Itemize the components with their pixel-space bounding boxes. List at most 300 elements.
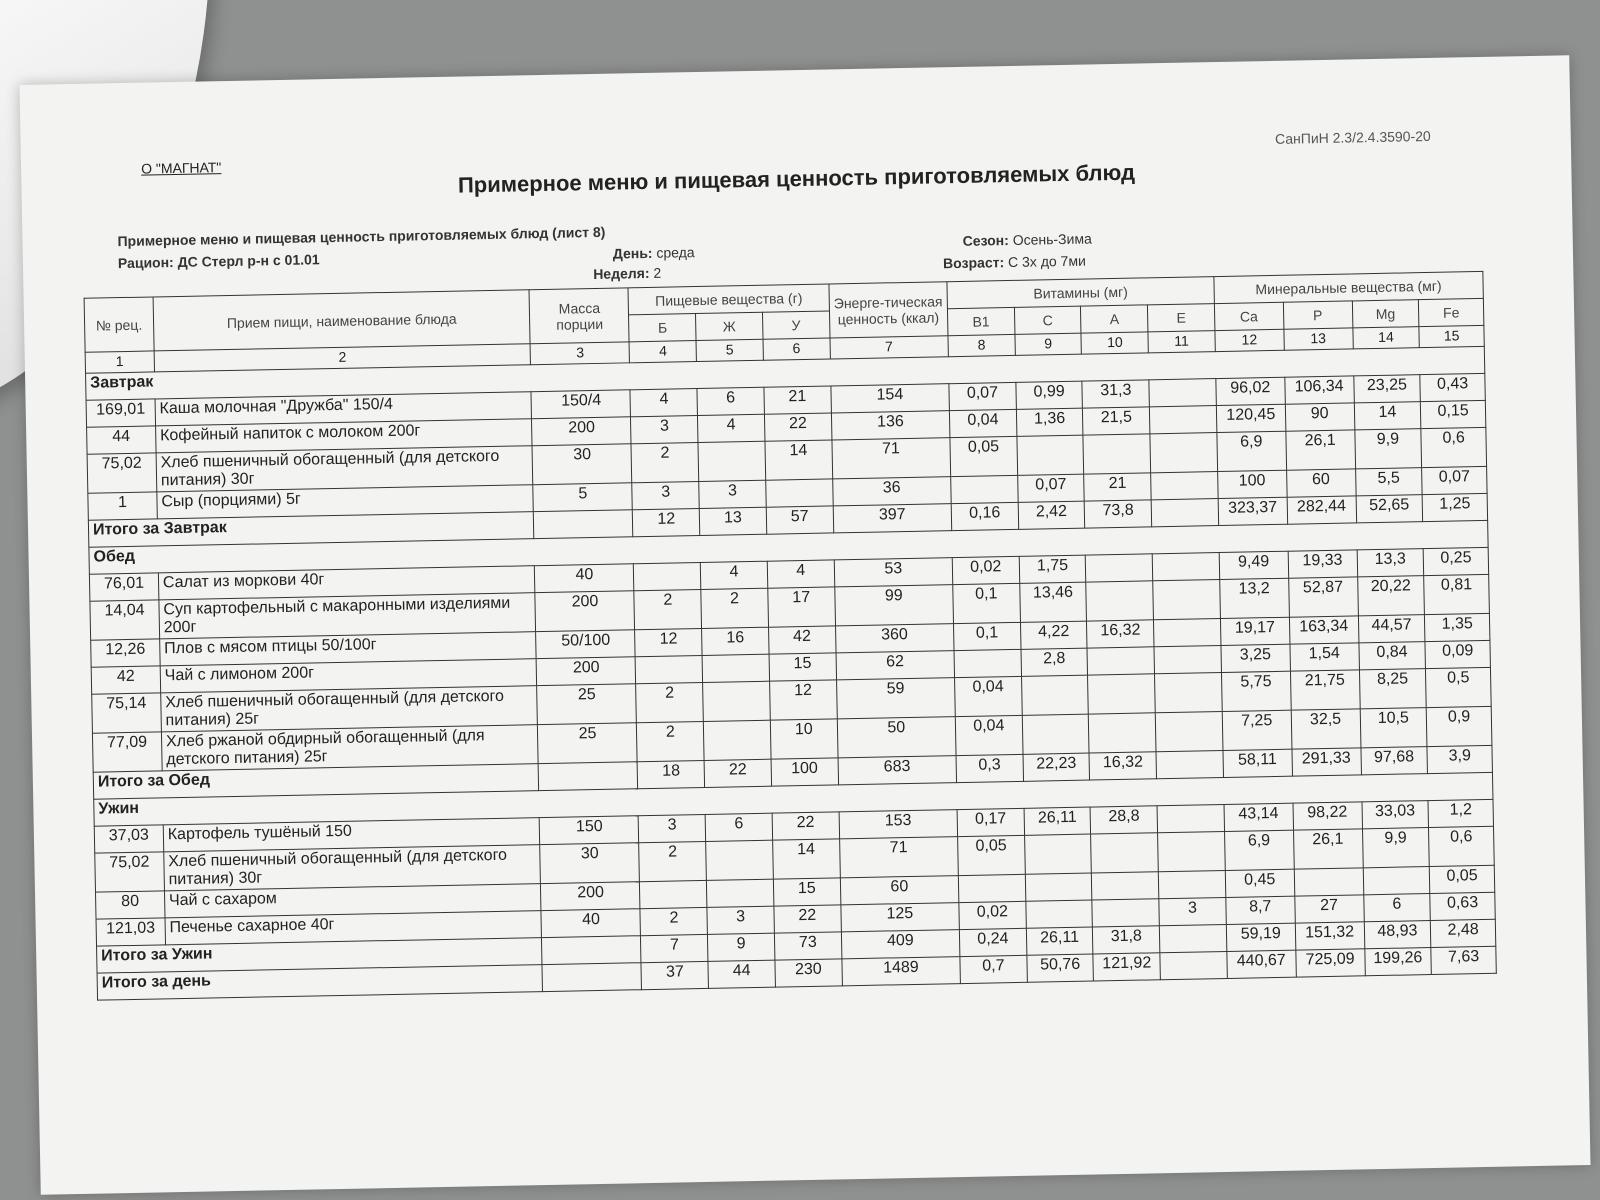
value-cell: 13,46 bbox=[1019, 582, 1086, 622]
value-cell: 1,54 bbox=[1290, 643, 1359, 671]
column-index-cell: 6 bbox=[763, 338, 830, 360]
week-value: 2 bbox=[653, 264, 662, 281]
value-cell bbox=[1025, 873, 1092, 901]
column-index-cell: 14 bbox=[1352, 327, 1419, 349]
value-cell bbox=[1088, 674, 1155, 714]
value-cell bbox=[706, 840, 773, 880]
recipe-number: 42 bbox=[91, 666, 160, 694]
value-cell: 136 bbox=[831, 411, 950, 440]
col-header-name: Прием пищи, наименование блюда bbox=[153, 290, 531, 351]
recipe-number: 14,04 bbox=[90, 600, 160, 640]
column-index-cell: 12 bbox=[1215, 329, 1284, 351]
dish-name: Суп картофельный с макаронными изделиями 200г bbox=[159, 593, 536, 639]
value-cell: 71 bbox=[839, 837, 958, 878]
value-cell: 21 bbox=[1084, 473, 1151, 501]
value-cell bbox=[1294, 868, 1363, 896]
value-cell: 106,34 bbox=[1285, 376, 1354, 404]
column-index-cell: 2 bbox=[154, 344, 531, 372]
total-cell: 151,32 bbox=[1295, 922, 1364, 950]
value-cell: 4 bbox=[767, 560, 834, 588]
menu-table-body bbox=[85, 325, 1496, 1000]
total-cell: 7 bbox=[641, 934, 708, 962]
value-cell: 125 bbox=[841, 903, 960, 932]
total-cell: 199,26 bbox=[1364, 948, 1431, 976]
recipe-number: 76,01 bbox=[89, 573, 158, 601]
total-cell: 58,11 bbox=[1223, 749, 1292, 777]
value-cell bbox=[1092, 872, 1159, 900]
value-cell: 2,8 bbox=[1021, 648, 1088, 676]
value-cell: 15 bbox=[773, 878, 840, 906]
value-cell: 0,9 bbox=[1426, 706, 1491, 746]
column-index-cell: 9 bbox=[1015, 333, 1082, 355]
value-cell bbox=[1083, 434, 1150, 474]
value-cell: 2 bbox=[640, 907, 707, 935]
col-header-zh: Ж bbox=[696, 312, 763, 340]
value-cell: 2 bbox=[636, 682, 703, 722]
column-index-cell: 11 bbox=[1148, 331, 1215, 353]
total-cell: 59,19 bbox=[1226, 923, 1295, 951]
value-cell: 14 bbox=[765, 440, 832, 480]
dish-name: Салат из моркови 40г bbox=[158, 566, 535, 600]
total-cell: 230 bbox=[775, 959, 842, 987]
value-cell: 120,45 bbox=[1216, 404, 1285, 432]
value-cell bbox=[707, 879, 774, 907]
value-cell: 4,22 bbox=[1020, 621, 1087, 649]
value-cell: 2 bbox=[634, 589, 701, 629]
column-index-cell: 7 bbox=[830, 336, 949, 359]
value-cell: 19,17 bbox=[1220, 617, 1289, 645]
total-cell bbox=[539, 762, 639, 791]
value-cell: 0,84 bbox=[1358, 642, 1425, 670]
value-cell bbox=[1153, 580, 1220, 620]
value-cell: 30 bbox=[532, 444, 632, 485]
value-cell: 0,04 bbox=[949, 409, 1016, 437]
total-cell: 1489 bbox=[842, 957, 961, 986]
value-cell: 60 bbox=[840, 876, 959, 905]
value-cell: 0,15 bbox=[1421, 400, 1486, 428]
recipe-number: 1 bbox=[88, 492, 157, 520]
value-cell: 10 bbox=[770, 719, 837, 759]
organization-name: О "МАГНАТ" bbox=[140, 159, 222, 177]
recipe-number: 75,02 bbox=[95, 852, 165, 892]
total-label: Итого за Обед bbox=[93, 764, 539, 800]
value-cell: 0,09 bbox=[1425, 640, 1490, 668]
column-index-cell: 3 bbox=[531, 342, 630, 365]
total-label: Итого за Завтрак bbox=[88, 512, 534, 548]
value-cell: 53 bbox=[834, 558, 953, 587]
value-cell bbox=[1151, 472, 1218, 500]
value-cell: 3 bbox=[631, 416, 698, 444]
value-cell bbox=[954, 649, 1021, 677]
value-cell: 0,05 bbox=[950, 436, 1017, 476]
value-cell: 163,34 bbox=[1289, 616, 1358, 644]
value-cell bbox=[1158, 831, 1225, 871]
col-header-b: Б bbox=[629, 314, 696, 342]
value-cell bbox=[1022, 714, 1089, 754]
total-cell: 73,8 bbox=[1085, 500, 1152, 528]
value-cell: 200 bbox=[532, 417, 632, 446]
value-cell: 100 bbox=[1217, 470, 1286, 498]
recipe-number: 77,09 bbox=[92, 732, 162, 772]
value-cell: 30 bbox=[540, 843, 640, 884]
value-cell bbox=[640, 880, 707, 908]
value-cell: 0,99 bbox=[1016, 381, 1083, 409]
value-cell bbox=[1154, 619, 1221, 647]
value-cell: 19,33 bbox=[1288, 550, 1357, 578]
day-value: среда bbox=[656, 244, 695, 261]
col-header-fe: Fe bbox=[1419, 298, 1484, 326]
dish-name: Хлеб пшеничный обогащенный (для детского питания) 30г bbox=[164, 845, 541, 891]
value-cell: 6 bbox=[705, 813, 772, 841]
value-cell: 44,57 bbox=[1358, 615, 1425, 643]
week-line bbox=[593, 265, 661, 282]
col-header-ca: Ca bbox=[1214, 302, 1283, 330]
value-cell: 200 bbox=[541, 882, 641, 911]
value-cell: 0,07 bbox=[949, 382, 1016, 410]
season-label: Сезон: bbox=[962, 232, 1009, 249]
col-header-mg: Mg bbox=[1352, 300, 1419, 328]
value-cell: 17 bbox=[768, 587, 835, 627]
menu-table bbox=[84, 271, 1497, 1001]
value-cell: 8,7 bbox=[1226, 896, 1295, 924]
value-cell: 1,36 bbox=[1016, 408, 1083, 436]
recipe-number: 75,02 bbox=[87, 453, 157, 493]
value-cell bbox=[1089, 713, 1156, 753]
value-cell: 3,25 bbox=[1221, 644, 1290, 672]
value-cell: 1,35 bbox=[1425, 613, 1490, 641]
value-cell: 360 bbox=[835, 624, 954, 653]
col-header-b1: В1 bbox=[947, 307, 1014, 335]
col-header-a: А bbox=[1081, 305, 1148, 333]
value-cell: 0,07 bbox=[1422, 466, 1487, 494]
value-cell: 12 bbox=[635, 628, 702, 656]
total-cell: 440,67 bbox=[1227, 950, 1296, 978]
value-cell: 3 bbox=[1159, 897, 1226, 925]
value-cell bbox=[703, 681, 770, 721]
total-cell: 1,25 bbox=[1422, 493, 1487, 521]
ration-line bbox=[118, 251, 320, 271]
total-cell: 0,24 bbox=[959, 928, 1026, 956]
value-cell: 31,3 bbox=[1082, 380, 1149, 408]
total-cell: 44 bbox=[708, 960, 775, 988]
value-cell: 9,9 bbox=[1354, 429, 1421, 469]
dish-name: Чай с сахаром bbox=[164, 884, 541, 918]
value-cell bbox=[1149, 406, 1216, 434]
value-cell: 4 bbox=[700, 561, 767, 589]
value-cell: 26,1 bbox=[1286, 430, 1356, 470]
value-cell: 96,02 bbox=[1216, 377, 1285, 405]
section-title: Обед bbox=[89, 520, 1488, 574]
value-cell: 40 bbox=[541, 909, 641, 938]
value-cell: 5 bbox=[533, 483, 633, 512]
value-cell bbox=[1091, 833, 1158, 873]
value-cell: 25 bbox=[538, 723, 638, 764]
value-cell: 99 bbox=[834, 585, 953, 626]
value-cell: 2 bbox=[701, 588, 768, 628]
value-cell bbox=[1087, 647, 1154, 675]
section-title: Завтрак bbox=[86, 346, 1485, 400]
column-index-cell: 1 bbox=[85, 351, 154, 373]
value-cell: 33,03 bbox=[1362, 801, 1429, 829]
value-cell: 42 bbox=[768, 626, 835, 654]
recipe-number: 121,03 bbox=[96, 918, 165, 946]
value-cell bbox=[1152, 553, 1219, 581]
value-cell: 2 bbox=[639, 841, 706, 881]
value-cell bbox=[766, 479, 833, 507]
value-cell: 200 bbox=[537, 657, 637, 686]
value-cell: 0,04 bbox=[955, 715, 1022, 755]
total-cell: 50,76 bbox=[1027, 954, 1094, 982]
document-page bbox=[19, 55, 1590, 1195]
value-cell: 25 bbox=[537, 684, 637, 725]
value-cell: 0,63 bbox=[1430, 892, 1495, 920]
value-cell bbox=[1026, 900, 1093, 928]
value-cell: 21,5 bbox=[1083, 407, 1150, 435]
value-cell: 153 bbox=[839, 810, 958, 839]
value-cell: 3 bbox=[707, 906, 774, 934]
value-cell: 6 bbox=[697, 387, 764, 415]
total-cell: 2,42 bbox=[1018, 501, 1085, 529]
value-cell: 22 bbox=[774, 905, 841, 933]
total-cell: 7,63 bbox=[1431, 946, 1496, 974]
value-cell: 98,22 bbox=[1293, 802, 1362, 830]
value-cell: 50/100 bbox=[536, 630, 636, 659]
value-cell: 5,5 bbox=[1355, 468, 1422, 496]
value-cell: 3 bbox=[699, 480, 766, 508]
col-header-vitamins: Витамины (мг) bbox=[947, 277, 1214, 309]
total-cell: 725,09 bbox=[1296, 949, 1365, 977]
value-cell: 71 bbox=[832, 438, 951, 479]
value-cell: 0,81 bbox=[1424, 574, 1489, 614]
total-cell: 18 bbox=[638, 760, 705, 788]
value-cell: 15 bbox=[769, 653, 836, 681]
value-cell bbox=[1158, 870, 1225, 898]
total-cell bbox=[542, 963, 642, 992]
value-cell: 27 bbox=[1294, 895, 1363, 923]
total-cell: 26,11 bbox=[1026, 927, 1093, 955]
total-cell: 73 bbox=[774, 932, 841, 960]
total-cell: 16,32 bbox=[1089, 752, 1156, 780]
value-cell: 23,25 bbox=[1353, 375, 1420, 403]
total-cell: 397 bbox=[833, 504, 952, 533]
value-cell: 36 bbox=[832, 477, 951, 506]
sanpin-reference: СанПиН 2.3/2.4.3590-20 bbox=[1274, 127, 1431, 147]
value-cell bbox=[698, 441, 765, 481]
column-index-cell: 10 bbox=[1081, 332, 1148, 354]
total-cell: 13 bbox=[699, 507, 766, 535]
total-cell: 52,65 bbox=[1356, 495, 1423, 523]
season-line bbox=[963, 230, 1092, 248]
col-header-minerals: Минеральные вещества (мг) bbox=[1214, 271, 1484, 303]
recipe-number: 12,26 bbox=[91, 639, 160, 667]
value-cell: 12 bbox=[769, 680, 836, 720]
total-cell: 409 bbox=[841, 930, 960, 959]
total-cell bbox=[1151, 499, 1218, 527]
recipe-number: 44 bbox=[87, 426, 156, 454]
value-cell: 62 bbox=[836, 651, 955, 680]
total-cell: 2,48 bbox=[1431, 919, 1496, 947]
ration-value: ДС Стерл р-н с 01.01 bbox=[177, 251, 320, 270]
value-cell: 4 bbox=[630, 389, 697, 417]
age-line bbox=[943, 253, 1086, 272]
value-cell: 0,04 bbox=[955, 676, 1022, 716]
col-header-nutrients: Пищевые вещества (г) bbox=[628, 284, 829, 315]
value-cell: 2 bbox=[637, 721, 704, 761]
value-cell: 60 bbox=[1286, 469, 1355, 497]
value-cell bbox=[951, 475, 1018, 503]
value-cell: 3 bbox=[639, 814, 706, 842]
value-cell: 0,05 bbox=[1430, 865, 1495, 893]
total-cell: 22,23 bbox=[1023, 753, 1090, 781]
value-cell bbox=[1086, 581, 1153, 621]
value-cell: 6,9 bbox=[1224, 830, 1294, 870]
value-cell bbox=[1150, 433, 1217, 473]
column-index-cell: 8 bbox=[948, 334, 1015, 356]
column-index-cell: 13 bbox=[1284, 328, 1353, 350]
value-cell: 40 bbox=[535, 564, 635, 593]
value-cell: 5,75 bbox=[1221, 671, 1291, 711]
value-cell: 13,2 bbox=[1220, 578, 1290, 618]
total-cell: 37 bbox=[641, 961, 708, 989]
value-cell: 9,49 bbox=[1219, 551, 1288, 579]
value-cell: 0,05 bbox=[958, 835, 1025, 875]
value-cell: 6,9 bbox=[1217, 431, 1287, 471]
value-cell: 16,32 bbox=[1087, 620, 1154, 648]
value-cell bbox=[1024, 834, 1091, 874]
dish-name: Хлеб пшеничный обогащенный (для детского питания) 25г bbox=[161, 686, 538, 732]
total-cell: 291,33 bbox=[1292, 748, 1361, 776]
value-cell: 4 bbox=[698, 414, 765, 442]
value-cell: 0,6 bbox=[1421, 427, 1486, 467]
value-cell: 154 bbox=[831, 384, 950, 413]
ration-label: Рацион: bbox=[117, 254, 174, 272]
value-cell bbox=[1092, 899, 1159, 927]
value-cell bbox=[1086, 554, 1153, 582]
total-cell: 97,68 bbox=[1361, 747, 1428, 775]
value-cell: 26,1 bbox=[1293, 829, 1363, 869]
value-cell: 22 bbox=[764, 413, 831, 441]
value-cell: 20,22 bbox=[1357, 576, 1424, 616]
value-cell: 0,02 bbox=[952, 556, 1019, 584]
value-cell: 90 bbox=[1285, 403, 1354, 431]
value-cell: 8,25 bbox=[1359, 669, 1426, 709]
total-cell: 683 bbox=[838, 756, 957, 785]
total-cell: 282,44 bbox=[1287, 496, 1356, 524]
value-cell: 21 bbox=[764, 386, 831, 414]
column-index-cell: 4 bbox=[630, 341, 697, 363]
total-cell: 323,37 bbox=[1218, 497, 1287, 525]
total-cell: 12 bbox=[633, 509, 700, 537]
value-cell: 0,07 bbox=[1017, 474, 1084, 502]
sheet-caption: Примерное меню и пищевая ценность приготовляемых блюд (лист 8) bbox=[117, 223, 606, 250]
col-header-rec: № рец. bbox=[84, 297, 154, 352]
total-cell: 31,8 bbox=[1093, 926, 1160, 954]
age-label: Возраст: bbox=[942, 254, 1005, 272]
value-cell bbox=[1155, 673, 1222, 713]
total-cell: 0,3 bbox=[956, 754, 1023, 782]
col-header-p: P bbox=[1283, 301, 1352, 329]
dish-name: Чай с лимоном 200г bbox=[160, 659, 537, 693]
age-value: С 3х до 7ми bbox=[1007, 252, 1086, 271]
total-cell bbox=[542, 936, 642, 965]
value-cell: 3 bbox=[632, 482, 699, 510]
section-title: Ужин bbox=[94, 772, 1493, 826]
value-cell bbox=[1021, 675, 1088, 715]
total-cell bbox=[534, 510, 634, 539]
total-cell bbox=[1160, 951, 1227, 979]
value-cell: 0,6 bbox=[1429, 826, 1494, 866]
value-cell: 59 bbox=[836, 678, 955, 719]
recipe-number: 37,03 bbox=[94, 825, 163, 853]
dish-name: Каша молочная "Дружба" 150/4 bbox=[155, 392, 532, 426]
recipe-number: 75,14 bbox=[92, 693, 162, 733]
value-cell: 43,14 bbox=[1224, 803, 1293, 831]
value-cell: 0,5 bbox=[1426, 667, 1491, 707]
total-cell: 57 bbox=[766, 506, 833, 534]
total-cell: 9 bbox=[708, 933, 775, 961]
value-cell bbox=[702, 654, 769, 682]
document-title: Примерное меню и пищевая ценность приготовляемых блюд bbox=[457, 159, 1136, 198]
value-cell: 26,11 bbox=[1024, 807, 1091, 835]
total-cell: 48,93 bbox=[1364, 921, 1431, 949]
value-cell: 22 bbox=[772, 812, 839, 840]
day-label: День: bbox=[612, 244, 653, 262]
total-cell bbox=[1159, 924, 1226, 952]
value-cell: 14 bbox=[1354, 402, 1421, 430]
value-cell bbox=[1157, 804, 1224, 832]
value-cell: 32,5 bbox=[1291, 709, 1361, 749]
col-header-energy: Энерге-тическая ценность (ккал) bbox=[829, 282, 948, 338]
value-cell: 150 bbox=[540, 816, 640, 845]
total-cell: 121,92 bbox=[1093, 953, 1160, 981]
value-cell: 0,1 bbox=[954, 622, 1021, 650]
dish-name: Печенье сахарное 40г bbox=[165, 911, 542, 945]
recipe-number: 80 bbox=[95, 891, 164, 919]
total-cell: 100 bbox=[771, 758, 838, 786]
value-cell bbox=[1149, 379, 1216, 407]
total-cell bbox=[1156, 751, 1223, 779]
value-cell bbox=[1017, 435, 1084, 475]
value-cell bbox=[1363, 867, 1430, 895]
total-cell: 0,16 bbox=[951, 502, 1018, 530]
day-line bbox=[613, 244, 695, 262]
week-label: Неделя: bbox=[593, 264, 650, 282]
total-label: Итого за день bbox=[97, 965, 543, 1001]
value-cell: 0,45 bbox=[1225, 869, 1294, 897]
value-cell: 9,9 bbox=[1362, 828, 1429, 868]
total-cell: 3,9 bbox=[1427, 745, 1492, 773]
col-header-c: С bbox=[1014, 306, 1081, 334]
value-cell: 10,5 bbox=[1360, 708, 1427, 748]
value-cell: 0,1 bbox=[953, 583, 1020, 623]
value-cell: 0,02 bbox=[959, 901, 1026, 929]
value-cell: 200 bbox=[535, 591, 635, 632]
season-value: Осень-Зима bbox=[1012, 230, 1092, 248]
value-cell: 52,87 bbox=[1288, 577, 1358, 617]
value-cell bbox=[634, 562, 701, 590]
total-cell: 22 bbox=[704, 759, 771, 787]
value-cell: 16 bbox=[702, 627, 769, 655]
dish-name: Плов с мясом птицы 50/100г bbox=[160, 632, 537, 666]
value-cell: 150/4 bbox=[531, 390, 631, 419]
value-cell: 7,25 bbox=[1222, 710, 1292, 750]
recipe-number: 169,01 bbox=[86, 399, 155, 427]
value-cell: 13,3 bbox=[1357, 549, 1424, 577]
dish-name: Хлеб пшеничный обогащенный (для детского питания) 30г bbox=[156, 446, 533, 492]
value-cell: 50 bbox=[837, 717, 956, 758]
value-cell: 2 bbox=[631, 443, 698, 483]
dish-name: Кофейный напиток с молоком 200г bbox=[155, 419, 532, 453]
